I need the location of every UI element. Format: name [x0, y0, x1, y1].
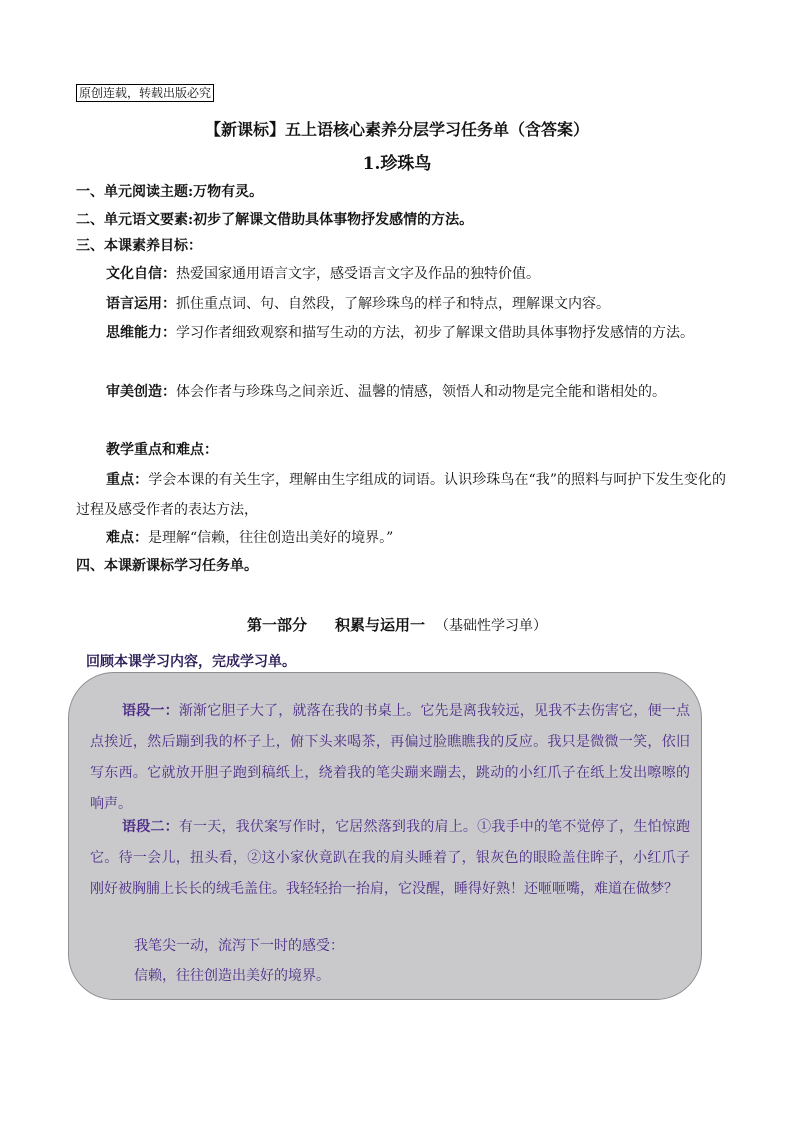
document-title: 【新课标】五上语核心素养分层学习任务单（含答案） [204, 120, 589, 139]
unit-theme-value: 万物有灵。 [193, 184, 264, 200]
passage-label: 语段二： [122, 819, 179, 835]
copyright-notice: 原创连载，转载出版必究 [76, 84, 214, 102]
goal-culture [106, 264, 726, 284]
goal-language [106, 294, 726, 314]
goal-text: 热爱国家通用语言文字，感受语言文字及作品的独特价值。 [176, 266, 540, 282]
passage-one [90, 696, 690, 820]
closing-line: 信赖，往往创造出美好的境界。 [134, 968, 330, 984]
key-point-label: 重点： [106, 472, 149, 488]
goal-thinking [76, 318, 726, 348]
part-type: （基础性学习单） [435, 618, 548, 634]
passage-text: 渐渐它胆子大了，就落在我的书桌上。它先是离我较远，见我不去伤害它，便一点点挨近，然后蹦到我的杯子上，俯下头来喝茶，再偏过脸瞧瞧我的反应。我只是微微一笑，依旧写东西。它就放开胆子跑到稿纸上，绕着我的笔尖蹦来蹦去，跳动的小红爪子在纸上发出嚓嚓的响声。 [90, 703, 691, 812]
passage-label: 语段一： [122, 703, 179, 719]
goal-aesthetic [76, 377, 726, 407]
difficult-point [106, 528, 726, 548]
goal-label: 语言运用： [106, 296, 176, 312]
goal-label: 思维能力： [106, 325, 176, 341]
key-point-text: 学会本课的有关生字，理解由生字组成的词语。认识珍珠鸟在“我”的照料与呵护下发生变化的过程及感受作者的表达方法， [76, 472, 727, 518]
unit-skill [76, 210, 726, 230]
task-heading: 四、本课新课标学习任务单。 [76, 558, 258, 574]
review-instruction: 回顾本课学习内容，完成学习单。 [86, 654, 296, 670]
goal-text: 学习作者细致观察和描写生动的方法，初步了解课文借助具体事物抒发感情的方法。 [176, 325, 694, 341]
unit-skill-value: 初步了解课文借助具体事物抒发感情的方法。 [193, 212, 474, 228]
unit-theme [76, 182, 726, 202]
goal-label: 文化自信： [106, 266, 176, 282]
goals-heading: 三、本课素养目标： [76, 238, 202, 254]
passage-two [90, 812, 690, 905]
lesson-title: 1.珍珠鸟 [362, 154, 432, 174]
closing-line: 我笔尖一动，流泻下一时的感受： [134, 938, 344, 954]
unit-skill-label: 二、单元语文要素: [76, 212, 194, 228]
difficult-point-label: 难点： [106, 530, 148, 546]
goal-label: 审美创造： [106, 384, 176, 400]
part-heading [0, 614, 794, 637]
passage-text: 有一天，我伏案写作时，它居然落到我的肩上。①我手中的笔不觉停了，生怕惊跑它。待一会儿，扭头看，②这小家伙竟趴在我的肩头睡着了，银灰色的眼睑盖住眸子，小红爪子刚好被胸脯上长长的绒毛盖住。我轻轻抬一抬肩，它没醒，睡得好熟！还咂咂嘴，难道在做梦？ [90, 819, 691, 897]
difficult-point-text: 是理解“信赖，往往创造出美好的境界。” [148, 530, 394, 546]
goal-text: 抓住重点词、句、自然段，了解珍珠鸟的样子和特点，理解课文内容。 [176, 296, 610, 312]
unit-theme-label: 一、单元阅读主题: [76, 184, 194, 200]
part-name: 积累与运用一 [335, 616, 426, 634]
key-heading: 教学重点和难点： [106, 442, 218, 458]
goal-text: 体会作者与珍珠鸟之间亲近、温馨的情感，领悟人和动物是完全能和谐相处的。 [176, 384, 666, 400]
part-number: 第一部分 [246, 616, 307, 634]
key-point [76, 465, 726, 525]
